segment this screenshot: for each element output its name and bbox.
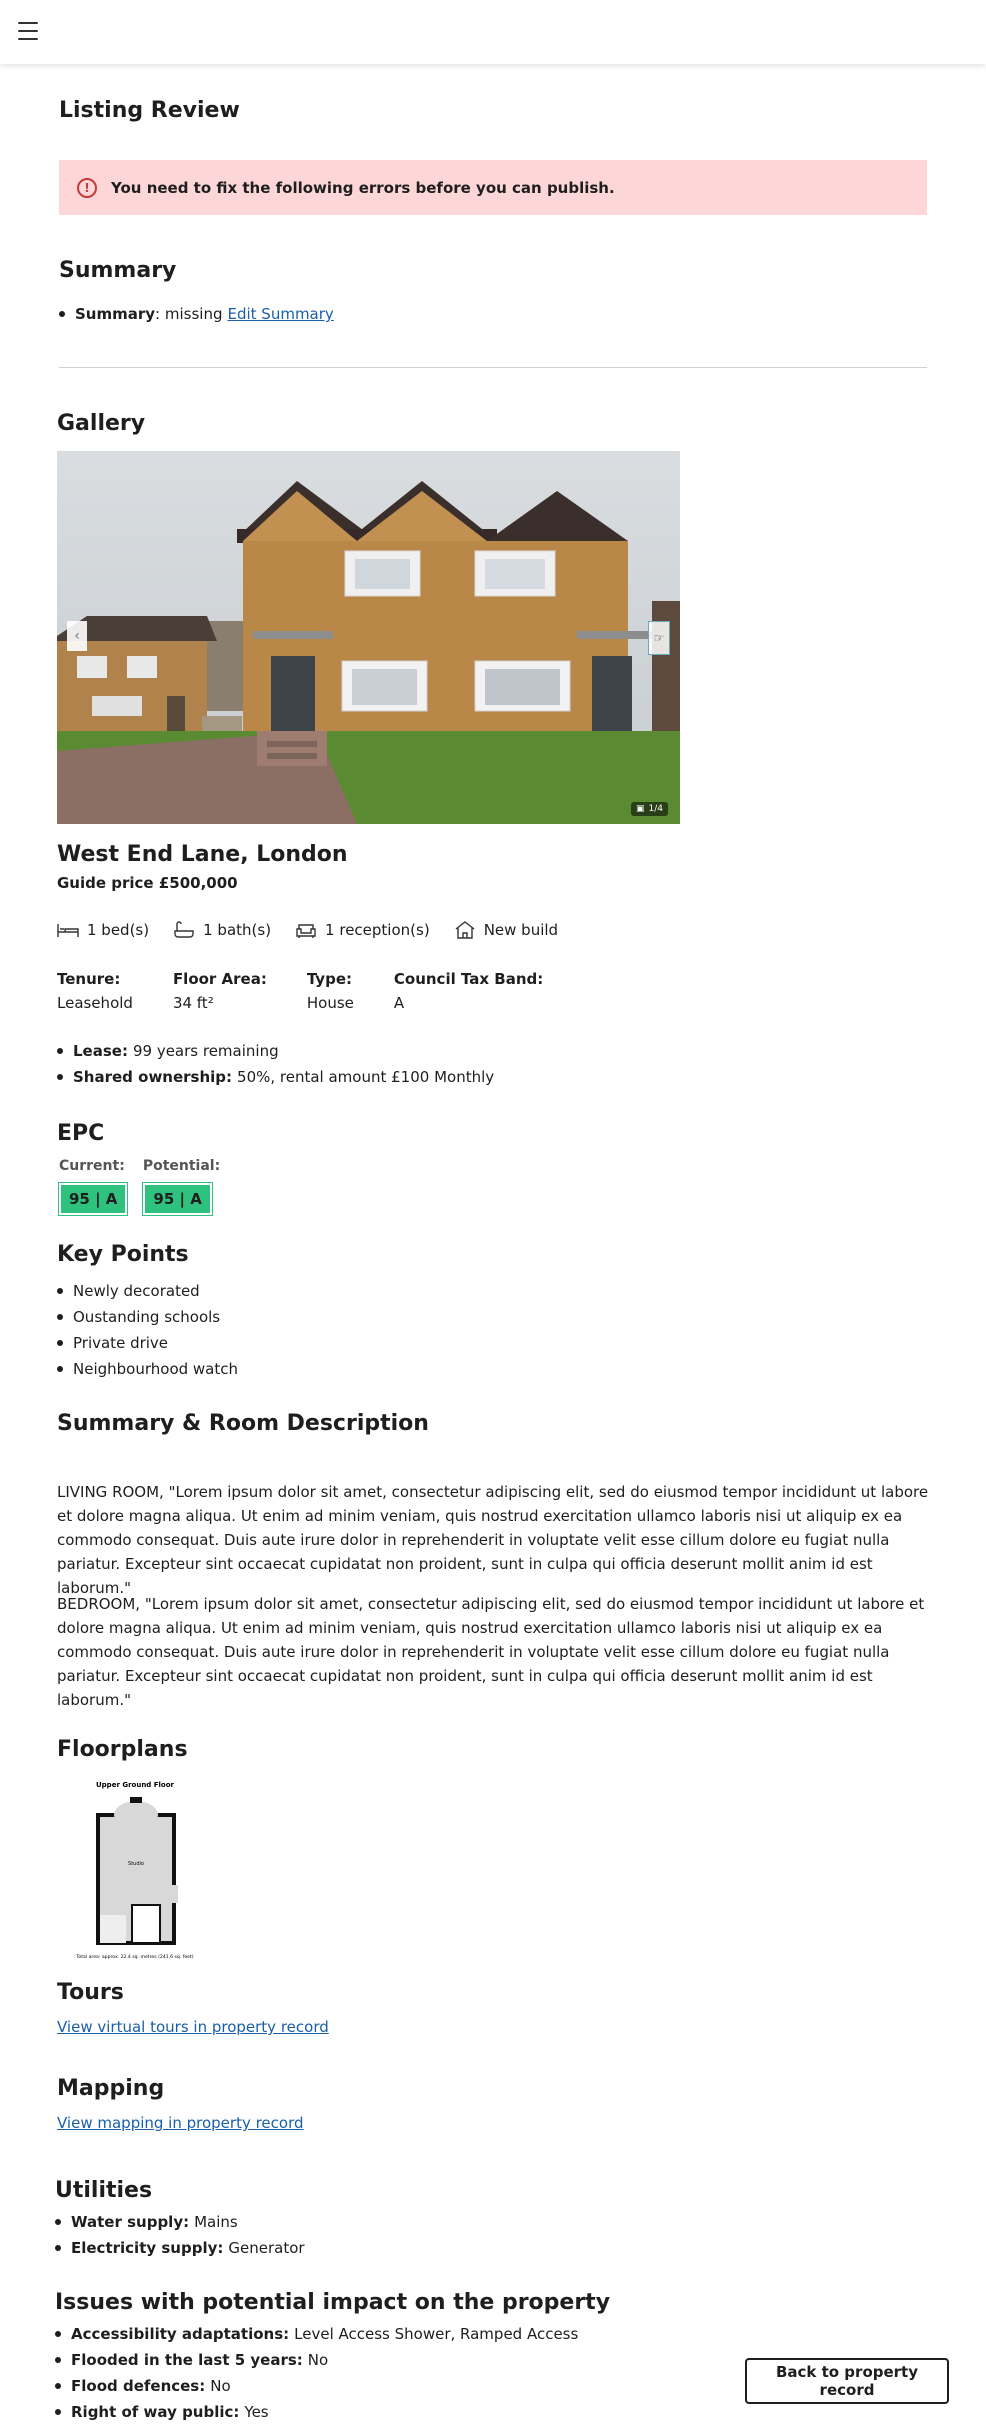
back-to-property-record-button[interactable]: Back to property record: [745, 2358, 949, 2404]
feature-baths: 1 bath(s): [173, 921, 271, 939]
chevron-left-icon[interactable]: ‹: [67, 621, 87, 651]
list-item: Water supply: Mains: [55, 2213, 305, 2231]
gallery-image[interactable]: [57, 451, 680, 824]
list-item: Neighbourhood watch: [57, 1360, 238, 1378]
epc-heading: EPC: [57, 1121, 105, 1146]
sofa-icon: [295, 921, 317, 939]
key-points-list: [57, 1282, 238, 1386]
issues-heading: Issues with potential impact on the property: [55, 2290, 611, 2315]
summary-item-status: : missing: [155, 305, 223, 323]
virtual-tours-link[interactable]: View virtual tours in property record: [57, 2018, 329, 2036]
bed-icon: [57, 921, 79, 939]
epc-current-badge: 95 | A: [59, 1183, 127, 1215]
issues-list: [55, 2325, 578, 2429]
epc-potential-label: Potential:: [142, 1158, 221, 1174]
error-banner: [59, 160, 927, 215]
menu-icon[interactable]: [18, 22, 38, 40]
edit-summary-link[interactable]: Edit Summary: [227, 305, 334, 323]
summary-heading: Summary: [59, 258, 177, 283]
feature-new-build: New build: [454, 921, 558, 939]
image-icon: ▣: [636, 804, 645, 814]
tours-heading: Tours: [57, 1980, 124, 2005]
bullet: [59, 311, 65, 317]
feature-receptions: 1 reception(s): [295, 921, 430, 939]
description-paragraph: LIVING ROOM, "Lorem ipsum dolor sit amet, consectetur adipiscing elit, sed do eiusmod tempor incididunt ut labore et dolore magna aliqua. Ut enim ad minim veniam, quis nostrud exercitation ullamco laboris nisi ut aliquip ex ea commodo consequat. Duis aute irure dolor in reprehenderit in voluptate velit esse cillum dolore eu fugiat nulla pariatur. Excepteur sint occaecat cupidatat non proident, sunt in culpa qui officia deserunt mollit anim id est laborum.": [57, 1483, 929, 1597]
error-message: You need to fix the following errors before you can publish.: [111, 178, 615, 197]
floorplan-drawing: [50, 1775, 220, 1962]
description-paragraph: BEDROOM, "Lorem ipsum dolor sit amet, consectetur adipiscing elit, sed do eiusmod tempor incididunt ut labore et dolore magna aliqua. Ut enim ad minim veniam, quis nostrud exercitation ullamco laboris nisi ut aliquip ex ea commodo consequat. Duis aute irure dolor in reprehenderit in voluptate velit esse cillum dolore eu fugiat nulla pariatur. Excepteur sint occaecat cupidatat non proident, sunt in culpa qui officia deserunt mollit anim id est laborum.": [57, 1595, 925, 1709]
list-item: Accessibility adaptations: Level Access Shower, Ramped Access: [55, 2325, 578, 2343]
chevron-right-icon[interactable]: ☞: [648, 621, 670, 655]
lease-list: [57, 1042, 494, 1094]
list-item: Oustanding schools: [57, 1308, 238, 1326]
gallery-heading: Gallery: [57, 411, 146, 436]
house-icon: [454, 921, 476, 939]
utilities-list: [55, 2213, 305, 2265]
bath-icon: [173, 921, 195, 939]
property-features: [57, 921, 558, 939]
list-item: Flood defences: No: [55, 2377, 578, 2395]
fact-council-tax: Council Tax Band: A: [393, 970, 544, 1012]
mapping-heading: Mapping: [57, 2076, 165, 2101]
fact-tenure: Tenure: Leasehold: [57, 970, 133, 1012]
list-item: Electricity supply: Generator: [55, 2239, 305, 2257]
epc-labels: [59, 1158, 220, 1174]
list-item: Flooded in the last 5 years: No: [55, 2351, 578, 2369]
epc-current-label: Current:: [59, 1158, 125, 1174]
list-item: Shared ownership: 50%, rental amount £100 Monthly: [57, 1068, 494, 1086]
feature-beds: 1 bed(s): [57, 921, 149, 939]
property-facts: [57, 970, 583, 1012]
floorplan-title: Upper Ground Floor: [95, 1781, 175, 1789]
key-points-heading: Key Points: [57, 1242, 189, 1267]
gallery-counter-text: 1/4: [648, 804, 663, 814]
property-address: West End Lane, London: [57, 842, 348, 867]
page-title: Listing Review: [59, 98, 240, 123]
summary-item-label: Summary: [75, 305, 156, 323]
list-item: Right of way public: Yes: [55, 2403, 578, 2421]
epc-potential-badge: 95 | A: [143, 1183, 211, 1215]
top-bar: [0, 0, 986, 64]
property-price: Guide price £500,000: [57, 874, 238, 892]
divider: [59, 367, 927, 368]
list-item: Lease: 99 years remaining: [57, 1042, 494, 1060]
floorplan-area-note: Total area: approx. 22.4 sq. metres (241.6 sq. feet): [76, 1955, 194, 1960]
mapping-link[interactable]: View mapping in property record: [57, 2114, 304, 2132]
floorplans-heading: Floorplans: [57, 1737, 188, 1762]
fact-floor-area: Floor Area: 34 ft²: [172, 970, 267, 1012]
house-photo: [57, 451, 680, 824]
utilities-heading: Utilities: [55, 2178, 153, 2203]
epc-badges: [59, 1183, 212, 1215]
alert-icon: !: [77, 178, 97, 198]
list-item: Newly decorated: [57, 1282, 238, 1300]
floorplan-room-label: Studio: [128, 1861, 144, 1867]
gallery-counter: [631, 802, 668, 816]
floorplan-image[interactable]: [50, 1775, 220, 1962]
list-item: Private drive: [57, 1334, 238, 1352]
fact-type: Type: House: [306, 970, 354, 1012]
summary-error-item: [59, 305, 334, 323]
description-heading: Summary & Room Description: [57, 1411, 429, 1436]
